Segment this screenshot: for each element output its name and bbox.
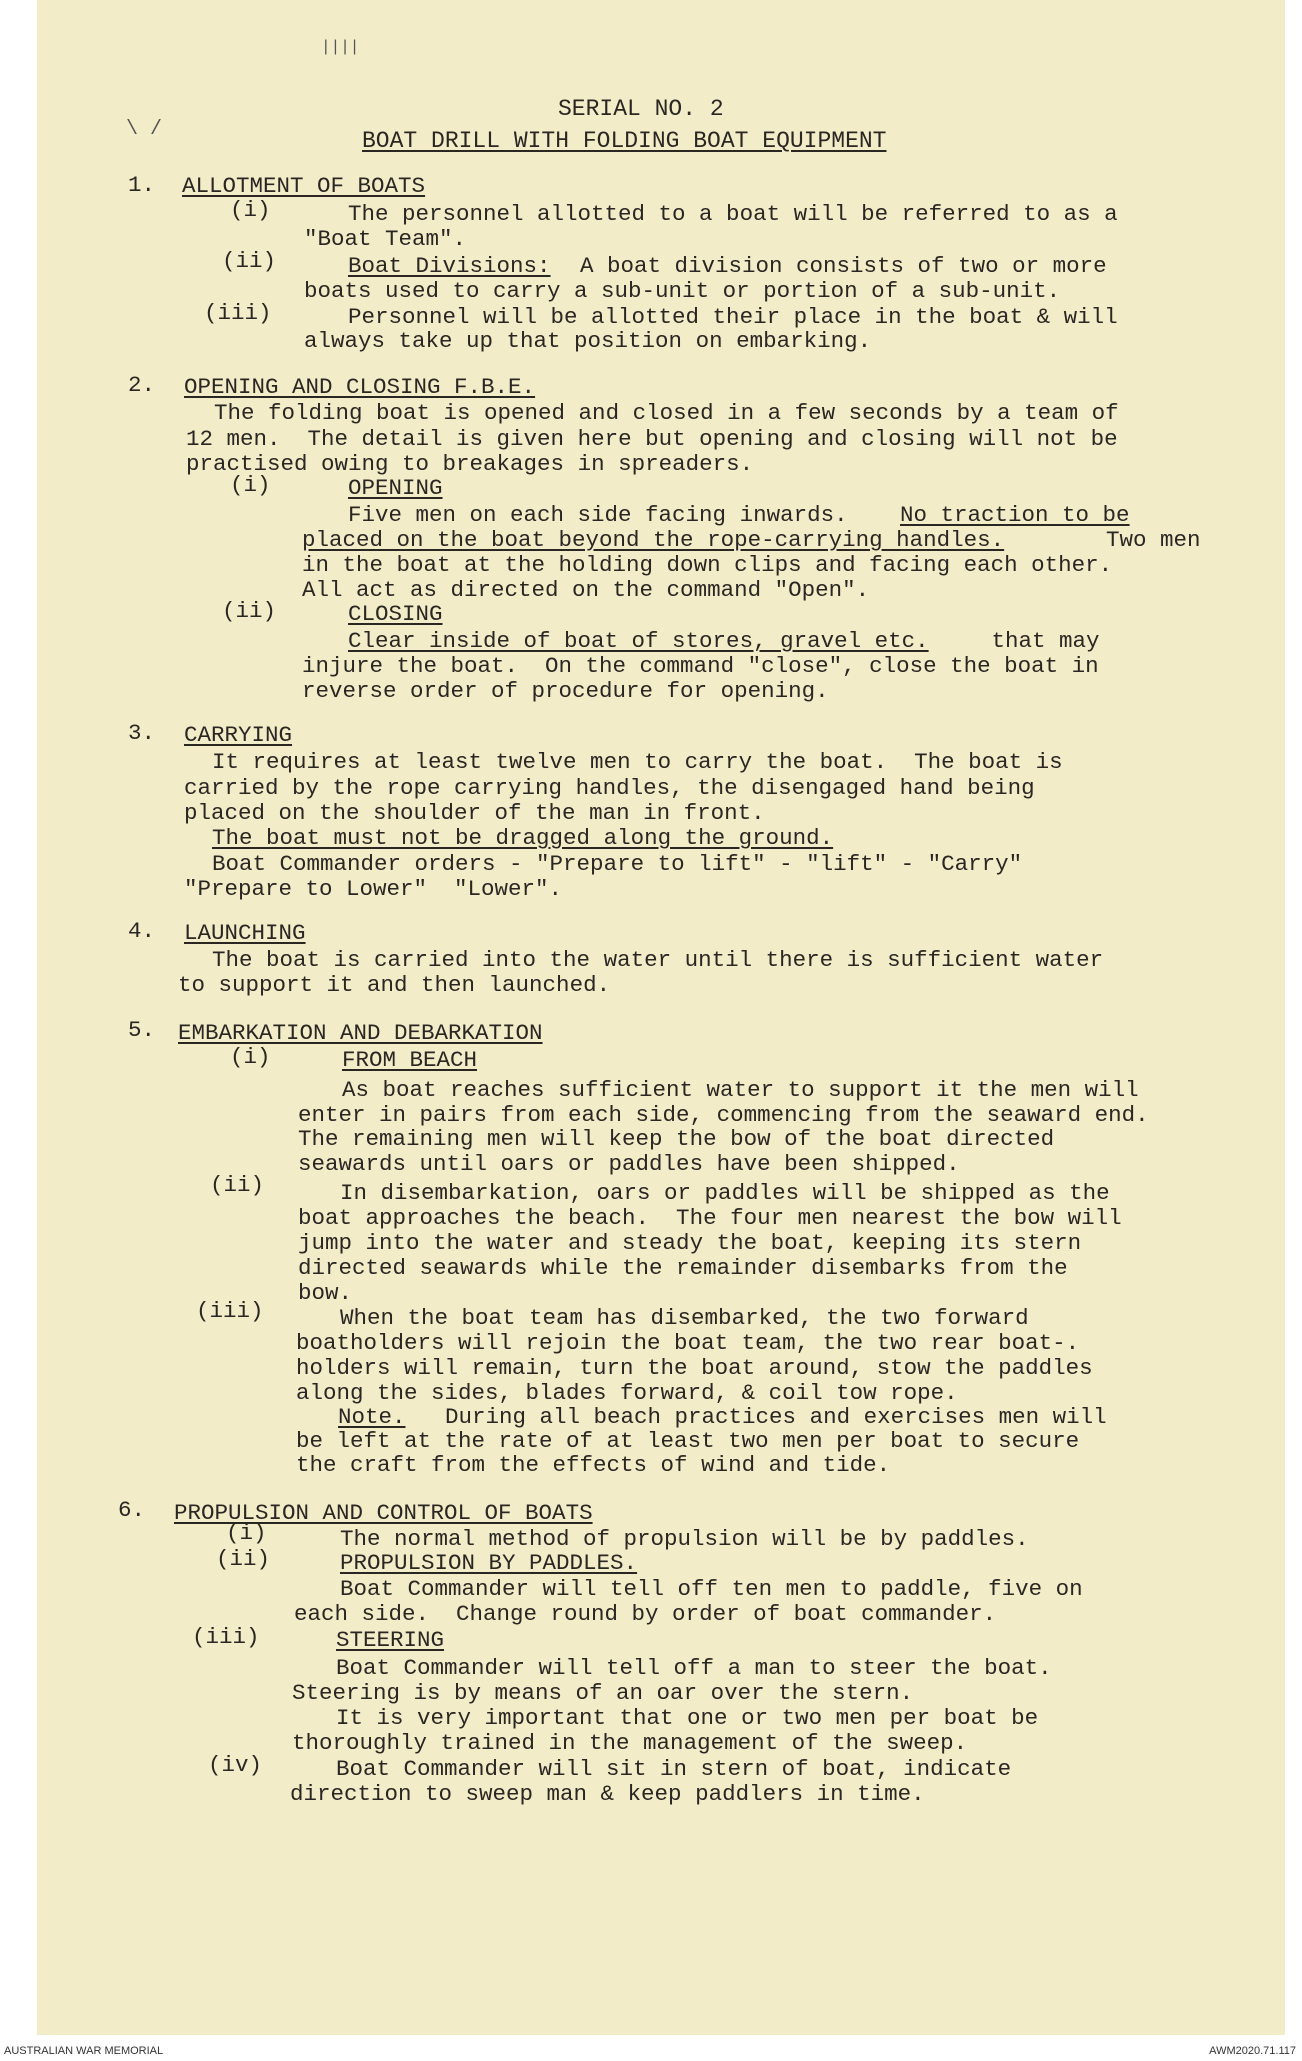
text-line: The boat is carried into the water until there is sufficient water bbox=[212, 947, 1104, 973]
tick-mark: \ / bbox=[126, 118, 163, 141]
text-line: Clear inside of boat of stores, gravel etc. bbox=[348, 628, 929, 654]
roman-label: (i) bbox=[226, 1520, 267, 1546]
text-line: Two men bbox=[1106, 527, 1201, 553]
text-line: placed on the shoulder of the man in front. bbox=[184, 800, 765, 826]
text-line: As boat reaches sufficient water to support it the men will bbox=[342, 1077, 1139, 1103]
section-heading: LAUNCHING bbox=[184, 920, 306, 946]
text-line: When the boat team has disembarked, the two forward bbox=[340, 1305, 1029, 1331]
text-line: practised owing to breakages in spreaders. bbox=[186, 451, 754, 477]
text-line: "Prepare to Lower" "Lower". bbox=[184, 876, 563, 902]
text-line: each side. Change round by order of boat commander. bbox=[294, 1601, 997, 1627]
section-number: 4. bbox=[128, 918, 156, 944]
text-line: Boat Commander orders - "Prepare to lift" - "lift" - "Carry" bbox=[212, 851, 1023, 877]
text-line: reverse order of procedure for opening. bbox=[302, 678, 829, 704]
text-line: the craft from the effects of wind and tide. bbox=[296, 1452, 891, 1478]
roman-label: (i) bbox=[230, 1044, 271, 1070]
section-heading: CARRYING bbox=[184, 722, 293, 748]
sub-heading: FROM BEACH bbox=[342, 1047, 478, 1073]
text-line: boats used to carry a sub-unit or portion of a sub-unit. bbox=[304, 278, 1061, 304]
text-line: always take up that position on embarking. bbox=[304, 328, 872, 354]
text-line: boatholders will rejoin the boat team, the two rear boat-. bbox=[296, 1330, 1080, 1356]
roman-label: (i) bbox=[230, 472, 271, 498]
text-line: No traction to be bbox=[900, 502, 1130, 528]
serial-number: SERIAL NO. 2 bbox=[558, 96, 724, 122]
text-line: in the boat at the holding down clips and facing each other. bbox=[302, 552, 1113, 578]
text-line: The remaining men will keep the bow of the boat directed bbox=[298, 1126, 1055, 1152]
text-line: The personnel allotted to a boat will be referred to as a bbox=[348, 201, 1118, 227]
text-line: that may bbox=[978, 628, 1100, 654]
text-line: All act as directed on the command "Open". bbox=[302, 577, 870, 603]
section-number: 6. bbox=[118, 1497, 146, 1523]
text-line: Personnel will be allotted their place in the boat & will bbox=[348, 304, 1118, 330]
text-line: During all beach practices and exercises men will bbox=[418, 1404, 1107, 1430]
text-line: A boat division consists of two or more bbox=[580, 253, 1107, 279]
text-line: It is very important that one or two men per boat be bbox=[336, 1705, 1039, 1731]
text-line: to support it and then launched. bbox=[178, 972, 611, 998]
section-number: 2. bbox=[128, 372, 156, 398]
pin-mark: |||| bbox=[321, 38, 360, 56]
text-line: The folding boat is opened and closed in a few seconds by a team of bbox=[214, 400, 1119, 426]
text-line: carried by the rope carrying handles, the disengaged hand being bbox=[184, 775, 1035, 801]
text-line: Boat Divisions: bbox=[348, 253, 551, 279]
text-line: directed seawards while the remainder disembarks from the bbox=[298, 1255, 1068, 1281]
document-title: BOAT DRILL WITH FOLDING BOAT EQUIPMENT bbox=[362, 128, 887, 154]
note-label: Note. bbox=[338, 1404, 406, 1430]
text-line: direction to sweep man & keep paddlers in time. bbox=[290, 1781, 925, 1807]
text-line: placed on the boat beyond the rope-carrying handles. bbox=[302, 527, 1005, 553]
text-line: holders will remain, turn the boat around, stow the paddles bbox=[296, 1355, 1093, 1381]
sub-heading: OPENING bbox=[348, 475, 443, 501]
text-line: 12 men. The detail is given here but opening and closing will not be bbox=[186, 426, 1118, 452]
roman-label: (ii) bbox=[210, 1172, 265, 1198]
section-heading: PROPULSION AND CONTROL OF BOATS bbox=[174, 1500, 593, 1526]
text-line: In disembarkation, oars or paddles will be shipped as the bbox=[340, 1180, 1110, 1206]
roman-label: (i) bbox=[230, 197, 271, 223]
text-line: It requires at least twelve men to carry the boat. The boat is bbox=[212, 749, 1063, 775]
text-line: be left at the rate of at least two men per boat to secure bbox=[296, 1428, 1080, 1454]
roman-label: (iv) bbox=[208, 1752, 263, 1778]
text-line: Steering is by means of an oar over the stern. bbox=[292, 1680, 914, 1706]
sub-heading: CLOSING bbox=[348, 601, 443, 627]
text-line: jump into the water and steady the boat, keeping its stern bbox=[298, 1230, 1082, 1256]
text-line: bow. bbox=[298, 1280, 353, 1306]
footer-accession: AWM2020.71.117 bbox=[1209, 2045, 1296, 2057]
text-line: enter in pairs from each side, commencing from the seaward end. bbox=[298, 1102, 1149, 1128]
text-line: Five men on each side facing inwards. bbox=[348, 502, 848, 528]
footer-bar bbox=[0, 2035, 1302, 2061]
roman-label: (ii) bbox=[222, 248, 277, 274]
text-line: "Boat Team". bbox=[304, 226, 467, 252]
text-line: Boat Commander will tell off ten men to paddle, five on bbox=[340, 1576, 1083, 1602]
text-line: injure the boat. On the command "close", close the boat in bbox=[302, 653, 1099, 679]
section-number: 3. bbox=[128, 720, 156, 746]
text-line: boat approaches the beach. The four men nearest the bow will bbox=[298, 1205, 1122, 1231]
text-line: Boat Commander will tell off a man to steer the boat. bbox=[336, 1655, 1052, 1681]
text-line: The boat must not be dragged along the ground. bbox=[212, 825, 834, 851]
footer-credit: AUSTRALIAN WAR MEMORIAL bbox=[4, 2045, 164, 2057]
section-heading: ALLOTMENT OF BOATS bbox=[182, 173, 426, 199]
section-heading: OPENING AND CLOSING F.B.E. bbox=[184, 374, 536, 400]
text-line: along the sides, blades forward, & coil tow rope. bbox=[296, 1380, 958, 1406]
text-line: Boat Commander will sit in stern of boat, indicate bbox=[336, 1756, 1012, 1782]
section-number: 5. bbox=[128, 1017, 156, 1043]
roman-label: (iii) bbox=[192, 1624, 260, 1650]
text-line: thoroughly trained in the management of the sweep. bbox=[292, 1730, 968, 1756]
roman-label: (iii) bbox=[196, 1298, 264, 1324]
roman-label: (ii) bbox=[216, 1546, 271, 1572]
sub-heading: STEERING bbox=[336, 1627, 445, 1653]
text-line: seawards until oars or paddles have been shipped. bbox=[298, 1151, 960, 1177]
roman-label: (iii) bbox=[204, 300, 272, 326]
text-line: The normal method of propulsion will be by paddles. bbox=[340, 1526, 1029, 1552]
roman-label: (ii) bbox=[222, 598, 277, 624]
section-number: 1. bbox=[128, 172, 156, 198]
section-heading: EMBARKATION AND DEBARKATION bbox=[178, 1020, 543, 1046]
sub-heading: PROPULSION BY PADDLES. bbox=[340, 1550, 638, 1576]
